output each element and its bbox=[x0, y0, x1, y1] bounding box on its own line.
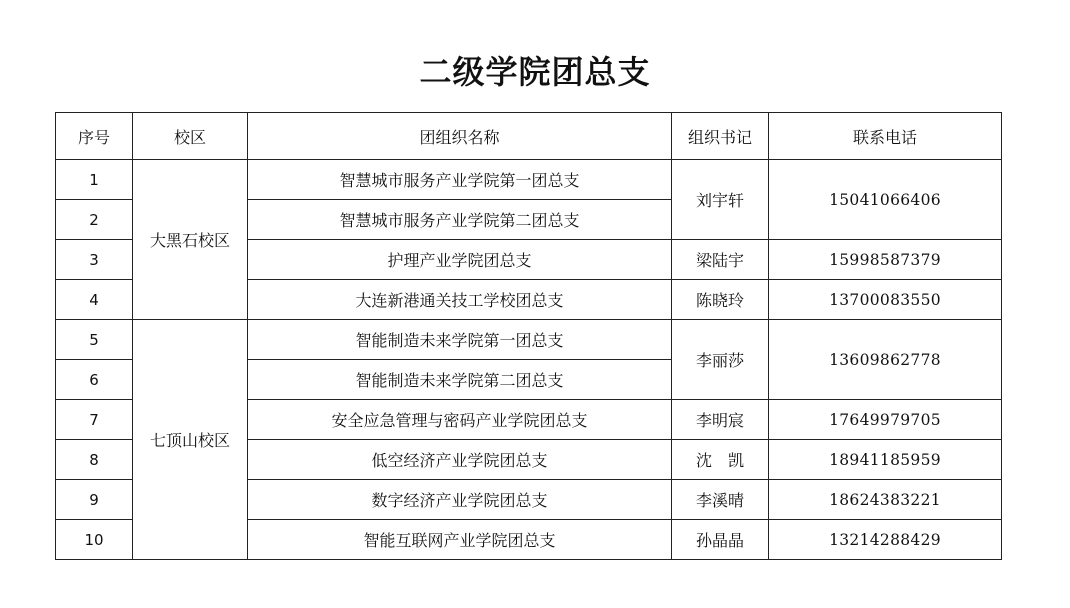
campus-cell: 七顶山校区 bbox=[133, 320, 248, 560]
org-name-cell: 护理产业学院团总支 bbox=[248, 240, 672, 280]
branch-table bbox=[55, 112, 1002, 560]
secretary-cell: 梁陆宇 bbox=[672, 240, 769, 280]
header-phone: 联系电话 bbox=[769, 113, 1002, 160]
secretary-cell: 李溪晴 bbox=[672, 480, 769, 520]
secretary-cell: 李丽莎 bbox=[672, 320, 769, 400]
table-row bbox=[56, 160, 1002, 200]
org-name-cell: 智能制造未来学院第一团总支 bbox=[248, 320, 672, 360]
org-name-cell: 低空经济产业学院团总支 bbox=[248, 440, 672, 480]
table-header-row bbox=[56, 113, 1002, 160]
header-campus: 校区 bbox=[133, 113, 248, 160]
secretary-cell: 李明宸 bbox=[672, 400, 769, 440]
phone-cell: 15998587379 bbox=[769, 240, 1002, 280]
secretary-cell: 刘宇轩 bbox=[672, 160, 769, 240]
phone-cell: 18941185959 bbox=[769, 440, 1002, 480]
secretary-cell: 沈 凯 bbox=[672, 440, 769, 480]
phone-cell: 13609862778 bbox=[769, 320, 1002, 400]
org-name-cell: 智慧城市服务产业学院第二团总支 bbox=[248, 200, 672, 240]
phone-cell: 13214288429 bbox=[769, 520, 1002, 560]
org-name-cell: 安全应急管理与密码产业学院团总支 bbox=[248, 400, 672, 440]
header-org-name: 团组织名称 bbox=[248, 113, 672, 160]
phone-cell: 15041066406 bbox=[769, 160, 1002, 240]
row-number: 10 bbox=[56, 520, 133, 560]
org-name-cell: 智能互联网产业学院团总支 bbox=[248, 520, 672, 560]
row-number: 5 bbox=[56, 320, 133, 360]
row-number: 6 bbox=[56, 360, 133, 400]
header-no: 序号 bbox=[56, 113, 133, 160]
row-number: 7 bbox=[56, 400, 133, 440]
phone-cell: 13700083550 bbox=[769, 280, 1002, 320]
row-number: 3 bbox=[56, 240, 133, 280]
org-name-cell: 数字经济产业学院团总支 bbox=[248, 480, 672, 520]
phone-cell: 18624383221 bbox=[769, 480, 1002, 520]
campus-cell: 大黑石校区 bbox=[133, 160, 248, 320]
table-row bbox=[56, 320, 1002, 360]
row-number: 9 bbox=[56, 480, 133, 520]
header-secretary: 组织书记 bbox=[672, 113, 769, 160]
secretary-cell: 孙晶晶 bbox=[672, 520, 769, 560]
row-number: 4 bbox=[56, 280, 133, 320]
row-number: 1 bbox=[56, 160, 133, 200]
org-name-cell: 智慧城市服务产业学院第一团总支 bbox=[248, 160, 672, 200]
row-number: 2 bbox=[56, 200, 133, 240]
org-name-cell: 智能制造未来学院第二团总支 bbox=[248, 360, 672, 400]
page-title: 二级学院团总支 bbox=[419, 53, 651, 91]
org-name-cell: 大连新港通关技工学校团总支 bbox=[248, 280, 672, 320]
row-number: 8 bbox=[56, 440, 133, 480]
phone-cell: 17649979705 bbox=[769, 400, 1002, 440]
secretary-cell: 陈晓玲 bbox=[672, 280, 769, 320]
